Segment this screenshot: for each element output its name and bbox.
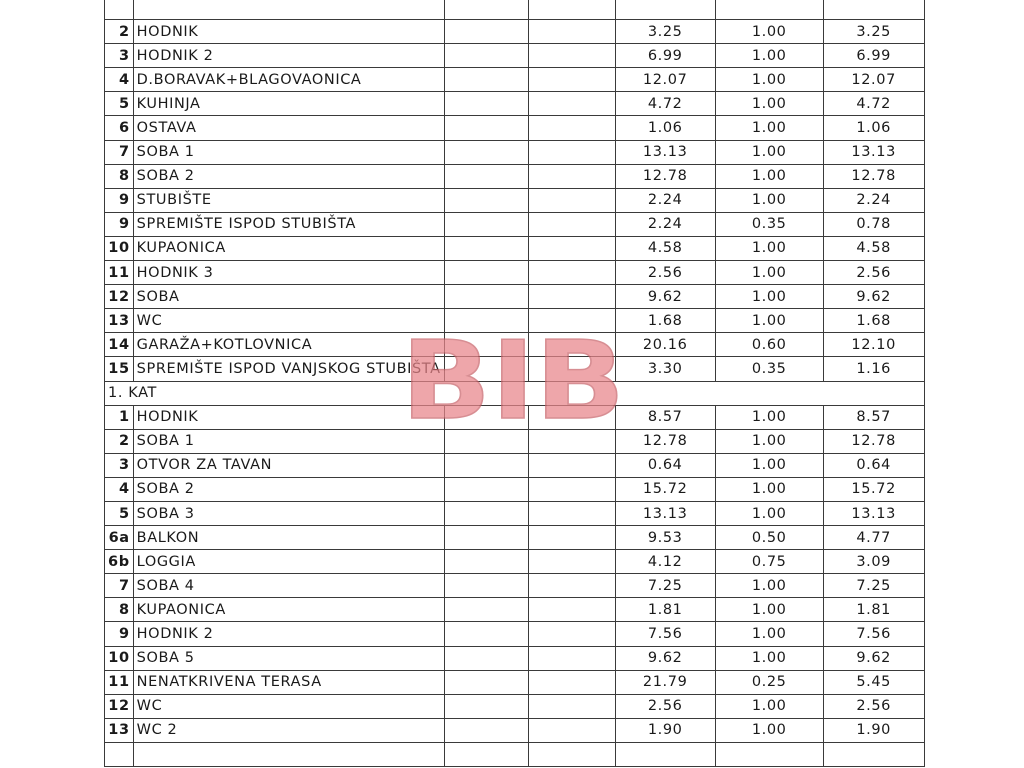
empty-cell xyxy=(528,44,615,68)
empty-cell xyxy=(444,236,528,260)
room-number-cell: 6 xyxy=(105,116,134,140)
coefficient-cell xyxy=(715,0,823,20)
empty-cell xyxy=(528,261,615,285)
net-area-cell: 7.56 xyxy=(823,622,924,646)
empty-cell xyxy=(444,164,528,188)
table-row xyxy=(105,622,925,646)
coefficient-cell: 1.00 xyxy=(715,164,823,188)
net-area-cell: 9.62 xyxy=(823,646,924,670)
coefficient-cell: 0.75 xyxy=(715,550,823,574)
net-area-cell xyxy=(823,742,924,766)
table-row xyxy=(105,285,925,309)
area-cell: 9.62 xyxy=(615,646,715,670)
room-number-cell: 2 xyxy=(105,429,134,453)
empty-cell xyxy=(528,188,615,212)
empty-cell xyxy=(444,670,528,694)
table-row xyxy=(105,309,925,333)
coefficient-cell: 0.35 xyxy=(715,212,823,236)
empty-cell xyxy=(528,92,615,116)
area-cell: 2.56 xyxy=(615,261,715,285)
empty-cell xyxy=(528,285,615,309)
net-area-cell: 12.07 xyxy=(823,68,924,92)
table-row xyxy=(105,68,925,92)
section-title: 1. KAT xyxy=(105,381,925,405)
empty-cell xyxy=(444,694,528,718)
room-number-cell: 9 xyxy=(105,188,134,212)
net-area-cell: 15.72 xyxy=(823,477,924,501)
empty-cell xyxy=(444,622,528,646)
table-row xyxy=(105,550,925,574)
area-cell: 1.06 xyxy=(615,116,715,140)
area-cell: 13.13 xyxy=(615,501,715,525)
coefficient-cell: 1.00 xyxy=(715,285,823,309)
net-area-cell: 7.25 xyxy=(823,574,924,598)
room-number-cell: 7 xyxy=(105,140,134,164)
watermark-text: BIB xyxy=(401,330,625,430)
table-row xyxy=(105,598,925,622)
coefficient-cell: 0.35 xyxy=(715,357,823,381)
room-number-cell: 5 xyxy=(105,501,134,525)
area-cell: 15.72 xyxy=(615,477,715,501)
room-number-cell xyxy=(105,742,134,766)
room-name-cell: SOBA 3 xyxy=(133,501,444,525)
empty-cell xyxy=(528,333,615,357)
area-cell: 9.62 xyxy=(615,285,715,309)
table-row xyxy=(105,333,925,357)
table-row xyxy=(105,526,925,550)
empty-cell xyxy=(528,357,615,381)
net-area-cell: 1.68 xyxy=(823,309,924,333)
empty-cell xyxy=(444,20,528,44)
empty-cell xyxy=(444,68,528,92)
room-name-cell: SOBA 2 xyxy=(133,164,444,188)
empty-cell xyxy=(528,453,615,477)
net-area-cell: 5.45 xyxy=(823,670,924,694)
room-number-cell: 13 xyxy=(105,309,134,333)
room-number-cell: 1 xyxy=(105,405,134,429)
coefficient-cell: 1.00 xyxy=(715,718,823,742)
empty-cell xyxy=(444,429,528,453)
room-name-cell: SOBA xyxy=(133,285,444,309)
area-cell: 7.25 xyxy=(615,574,715,598)
room-name-cell: HODNIK xyxy=(133,20,444,44)
net-area-cell: 0.64 xyxy=(823,453,924,477)
empty-cell xyxy=(444,333,528,357)
table-row xyxy=(105,20,925,44)
room-name-cell: HODNIK 3 xyxy=(133,261,444,285)
table-row xyxy=(105,646,925,670)
area-cell: 7.56 xyxy=(615,622,715,646)
area-cell: 13.13 xyxy=(615,140,715,164)
net-area-cell xyxy=(823,0,924,20)
net-area-cell: 2.56 xyxy=(823,694,924,718)
room-name-cell: HODNIK xyxy=(133,405,444,429)
room-number-cell: 10 xyxy=(105,646,134,670)
empty-cell xyxy=(444,718,528,742)
room-number-cell: 9 xyxy=(105,622,134,646)
empty-cell xyxy=(528,164,615,188)
area-cell: 1.68 xyxy=(615,309,715,333)
room-number-cell: 11 xyxy=(105,261,134,285)
coefficient-cell: 1.00 xyxy=(715,261,823,285)
coefficient-cell: 1.00 xyxy=(715,140,823,164)
area-cell: 20.16 xyxy=(615,333,715,357)
table-row xyxy=(105,453,925,477)
net-area-cell: 1.81 xyxy=(823,598,924,622)
empty-cell xyxy=(444,598,528,622)
table-row xyxy=(105,188,925,212)
empty-cell xyxy=(528,670,615,694)
empty-cell xyxy=(444,646,528,670)
net-area-cell: 2.56 xyxy=(823,261,924,285)
room-name-cell: SOBA 4 xyxy=(133,574,444,598)
room-number-cell: 3 xyxy=(105,453,134,477)
coefficient-cell: 1.00 xyxy=(715,405,823,429)
room-name-cell: SOBA 1 xyxy=(133,429,444,453)
net-area-cell: 12.10 xyxy=(823,333,924,357)
empty-cell xyxy=(528,236,615,260)
empty-cell xyxy=(444,285,528,309)
empty-cell xyxy=(444,44,528,68)
net-area-cell: 12.78 xyxy=(823,429,924,453)
coefficient-cell: 1.00 xyxy=(715,453,823,477)
empty-cell xyxy=(444,0,528,20)
empty-cell xyxy=(528,405,615,429)
room-number-cell: 9 xyxy=(105,212,134,236)
coefficient-cell: 1.00 xyxy=(715,188,823,212)
table-row xyxy=(105,116,925,140)
room-name-cell: KUHINJA xyxy=(133,92,444,116)
room-number-cell: 3 xyxy=(105,44,134,68)
net-area-cell: 12.78 xyxy=(823,164,924,188)
table-row xyxy=(105,92,925,116)
net-area-cell: 8.57 xyxy=(823,405,924,429)
empty-cell xyxy=(528,501,615,525)
room-name-cell: HODNIK 2 xyxy=(133,622,444,646)
table-row xyxy=(105,140,925,164)
net-area-cell: 13.13 xyxy=(823,140,924,164)
net-area-cell: 6.99 xyxy=(823,44,924,68)
area-cell: 8.57 xyxy=(615,405,715,429)
table-row xyxy=(105,236,925,260)
empty-cell xyxy=(528,598,615,622)
empty-cell xyxy=(528,550,615,574)
room-name-cell: LOGGIA xyxy=(133,550,444,574)
coefficient-cell: 1.00 xyxy=(715,598,823,622)
area-cell: 9.53 xyxy=(615,526,715,550)
area-cell: 1.90 xyxy=(615,718,715,742)
coefficient-cell: 0.25 xyxy=(715,670,823,694)
table-row xyxy=(105,501,925,525)
table-row xyxy=(105,212,925,236)
area-cell xyxy=(615,0,715,20)
area-cell: 6.99 xyxy=(615,44,715,68)
table-row xyxy=(105,357,925,381)
room-name-cell: WC xyxy=(133,309,444,333)
room-name-cell xyxy=(133,0,444,20)
net-area-cell: 3.09 xyxy=(823,550,924,574)
empty-cell xyxy=(528,526,615,550)
empty-cell xyxy=(528,0,615,20)
coefficient-cell: 1.00 xyxy=(715,429,823,453)
room-name-cell: SOBA 1 xyxy=(133,140,444,164)
net-area-cell: 0.78 xyxy=(823,212,924,236)
room-number-cell: 13 xyxy=(105,718,134,742)
area-cell: 2.24 xyxy=(615,212,715,236)
room-name-cell: KUPAONICA xyxy=(133,598,444,622)
room-number-cell: 5 xyxy=(105,92,134,116)
coefficient-cell: 1.00 xyxy=(715,309,823,333)
empty-cell xyxy=(528,477,615,501)
empty-cell xyxy=(444,550,528,574)
coefficient-cell: 1.00 xyxy=(715,622,823,646)
room-number-cell: 11 xyxy=(105,670,134,694)
net-area-cell: 4.77 xyxy=(823,526,924,550)
coefficient-cell: 1.00 xyxy=(715,20,823,44)
area-cell: 12.07 xyxy=(615,68,715,92)
area-cell: 4.72 xyxy=(615,92,715,116)
coefficient-cell: 0.50 xyxy=(715,526,823,550)
empty-cell xyxy=(528,20,615,44)
room-number-cell xyxy=(105,0,134,20)
area-cell: 12.78 xyxy=(615,429,715,453)
empty-cell xyxy=(444,92,528,116)
coefficient-cell: 1.00 xyxy=(715,646,823,670)
room-number-cell: 15 xyxy=(105,357,134,381)
room-number-cell: 4 xyxy=(105,477,134,501)
table-row xyxy=(105,429,925,453)
empty-cell xyxy=(528,622,615,646)
section-header-row xyxy=(105,381,925,405)
table-row xyxy=(105,0,925,20)
table-row xyxy=(105,694,925,718)
room-number-cell: 6b xyxy=(105,550,134,574)
table-row xyxy=(105,44,925,68)
empty-cell xyxy=(528,694,615,718)
room-number-cell: 4 xyxy=(105,68,134,92)
room-name-cell xyxy=(133,742,444,766)
room-area-sheet xyxy=(104,0,925,767)
table-row xyxy=(105,718,925,742)
coefficient-cell: 1.00 xyxy=(715,68,823,92)
coefficient-cell: 1.00 xyxy=(715,44,823,68)
empty-cell xyxy=(444,477,528,501)
room-area-table xyxy=(104,0,925,767)
coefficient-cell: 0.60 xyxy=(715,333,823,357)
empty-cell xyxy=(444,212,528,236)
empty-cell xyxy=(528,429,615,453)
table-row xyxy=(105,164,925,188)
room-number-cell: 8 xyxy=(105,164,134,188)
net-area-cell: 9.62 xyxy=(823,285,924,309)
empty-cell xyxy=(444,261,528,285)
coefficient-cell xyxy=(715,742,823,766)
net-area-cell: 1.90 xyxy=(823,718,924,742)
table-row xyxy=(105,405,925,429)
net-area-cell: 4.72 xyxy=(823,92,924,116)
empty-cell xyxy=(528,646,615,670)
empty-cell xyxy=(444,574,528,598)
empty-cell xyxy=(528,742,615,766)
coefficient-cell: 1.00 xyxy=(715,501,823,525)
room-number-cell: 14 xyxy=(105,333,134,357)
net-area-cell: 1.16 xyxy=(823,357,924,381)
empty-cell xyxy=(444,309,528,333)
area-cell: 2.56 xyxy=(615,694,715,718)
empty-cell xyxy=(528,718,615,742)
area-cell: 21.79 xyxy=(615,670,715,694)
coefficient-cell: 1.00 xyxy=(715,116,823,140)
net-area-cell: 4.58 xyxy=(823,236,924,260)
room-name-cell: KUPAONICA xyxy=(133,236,444,260)
table-row xyxy=(105,670,925,694)
room-number-cell: 7 xyxy=(105,574,134,598)
empty-cell xyxy=(528,116,615,140)
empty-cell xyxy=(444,140,528,164)
empty-cell xyxy=(444,357,528,381)
room-name-cell: SOBA 2 xyxy=(133,477,444,501)
empty-cell xyxy=(444,501,528,525)
room-name-cell: SOBA 5 xyxy=(133,646,444,670)
net-area-cell: 13.13 xyxy=(823,501,924,525)
empty-cell xyxy=(528,212,615,236)
room-name-cell: GARAŽA+KOTLOVNICA xyxy=(133,333,444,357)
room-name-cell: WC 2 xyxy=(133,718,444,742)
empty-cell xyxy=(444,453,528,477)
empty-cell xyxy=(528,140,615,164)
room-number-cell: 10 xyxy=(105,236,134,260)
coefficient-cell: 1.00 xyxy=(715,574,823,598)
area-cell: 4.12 xyxy=(615,550,715,574)
empty-cell xyxy=(528,574,615,598)
net-area-cell: 1.06 xyxy=(823,116,924,140)
empty-cell xyxy=(444,742,528,766)
net-area-cell: 2.24 xyxy=(823,188,924,212)
empty-cell xyxy=(444,116,528,140)
room-name-cell: SPREMIŠTE ISPOD STUBIŠTA xyxy=(133,212,444,236)
room-name-cell: WC xyxy=(133,694,444,718)
room-name-cell: STUBIŠTE xyxy=(133,188,444,212)
area-cell xyxy=(615,742,715,766)
area-cell: 2.24 xyxy=(615,188,715,212)
table-row xyxy=(105,477,925,501)
table-row xyxy=(105,261,925,285)
area-cell: 4.58 xyxy=(615,236,715,260)
room-name-cell: D.BORAVAK+BLAGOVAONICA xyxy=(133,68,444,92)
area-cell: 3.30 xyxy=(615,357,715,381)
coefficient-cell: 1.00 xyxy=(715,236,823,260)
net-area-cell: 3.25 xyxy=(823,20,924,44)
room-number-cell: 2 xyxy=(105,20,134,44)
room-name-cell: BALKON xyxy=(133,526,444,550)
room-name-cell: OSTAVA xyxy=(133,116,444,140)
coefficient-cell: 1.00 xyxy=(715,92,823,116)
empty-cell xyxy=(444,405,528,429)
area-cell: 0.64 xyxy=(615,453,715,477)
coefficient-cell: 1.00 xyxy=(715,694,823,718)
room-name-cell: NENATKRIVENA TERASA xyxy=(133,670,444,694)
empty-cell xyxy=(528,68,615,92)
room-number-cell: 6a xyxy=(105,526,134,550)
area-cell: 3.25 xyxy=(615,20,715,44)
room-number-cell: 12 xyxy=(105,694,134,718)
area-cell: 1.81 xyxy=(615,598,715,622)
room-name-cell: HODNIK 2 xyxy=(133,44,444,68)
room-number-cell: 8 xyxy=(105,598,134,622)
table-row xyxy=(105,574,925,598)
room-number-cell: 12 xyxy=(105,285,134,309)
empty-cell xyxy=(528,309,615,333)
table-body xyxy=(105,0,925,767)
empty-cell xyxy=(444,526,528,550)
table-row xyxy=(105,742,925,766)
area-cell: 12.78 xyxy=(615,164,715,188)
room-name-cell: OTVOR ZA TAVAN xyxy=(133,453,444,477)
empty-cell xyxy=(444,188,528,212)
coefficient-cell: 1.00 xyxy=(715,477,823,501)
room-name-cell: SPREMIŠTE ISPOD VANJSKOG STUBIŠTA xyxy=(133,357,444,381)
